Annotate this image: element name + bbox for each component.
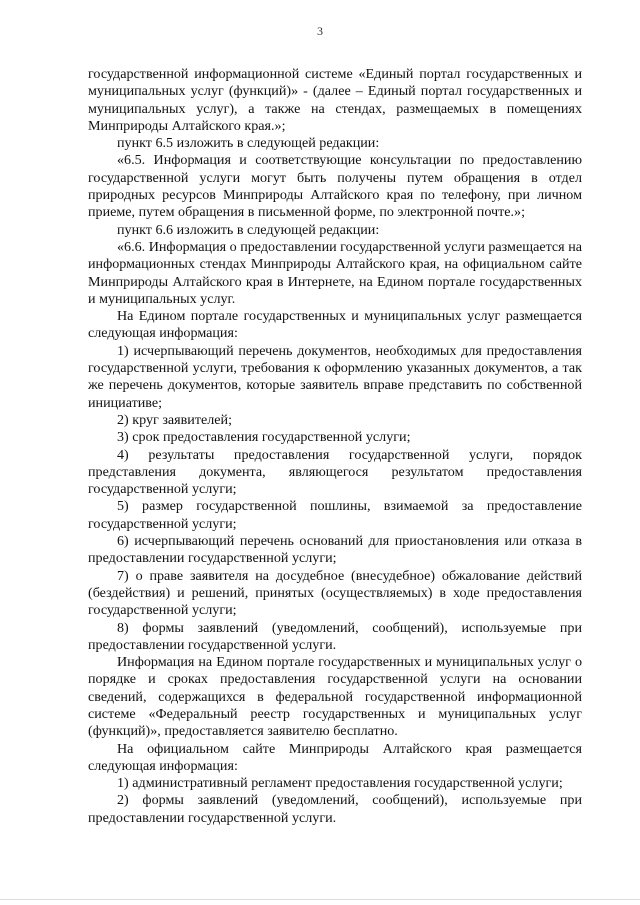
paragraph: На Едином портале государственных и муниципальных услуг размещается следующая информация: xyxy=(88,308,582,342)
paragraph: «6.6. Информация о предоставлении государственной услуги размещается на информационных стендах Минприроды Алтайского края, на официальном сайте Минприроды Алтайского края в Интернете, на Едином портале государственных и муниципальных услуг. xyxy=(88,238,582,307)
document-body xyxy=(88,66,582,827)
list-item: 2) формы заявлений (уведомлений, сообщений), используемые при предоставлении государственной услуги. xyxy=(88,792,582,826)
list-item: 4) результаты предоставления государственной услуги, порядок представления документа, являющегося результатом предоставления государственной услуги; xyxy=(88,446,582,498)
list-item: 5) размер государственной пошлины, взимаемой за предоставление государственной услуги; xyxy=(88,498,582,532)
paragraph: Информация на Едином портале государственных и муниципальных услуг о порядке и сроках предоставления государственной услуги на основании сведений, содержащихся в федеральной государственной информационной системе «Федеральный реестр государственных и муниципальных услуг (функций)», предоставляется заявителю бесплатно. xyxy=(88,654,582,740)
paragraph: пункт 6.6 изложить в следующей редакции: xyxy=(117,221,380,238)
page-number: 3 xyxy=(317,24,323,38)
list-item: 1) административный регламент предоставления государственной услуги; xyxy=(117,775,563,792)
paragraph: пункт 6.5 изложить в следующей редакции: xyxy=(117,135,380,152)
list-item: 7) о праве заявителя на досудебное (внесудебное) обжалование действий (бездействия) и решений, принятых (осуществляемых) в ходе предоставления государственной услуги; xyxy=(88,567,582,619)
scan-edge-line xyxy=(0,899,640,900)
list-item: 3) срок предоставления государственной услуги; xyxy=(117,429,411,446)
list-item: 1) исчерпывающий перечень документов, необходимых для предоставления государственной услуги, требования к оформлению указанных документов, а так же перечень документов, которые заявитель вправе представить по собственной инициативе; xyxy=(88,342,582,411)
list-item: 2) круг заявителей; xyxy=(117,411,232,428)
paragraph: государственной информационной системе «Единый портал государственных и муниципальных услуг (функций)» - (далее – Единый портал государственных и муниципальных услуг), а также на стендах, размещаемых в помещениях Минприроды Алтайского края.»; xyxy=(88,66,582,134)
paragraph: На официальном сайте Минприроды Алтайского края размещается следующая информация: xyxy=(88,740,582,774)
list-item: 6) исчерпывающий перечень оснований для приостановления или отказа в предоставлении государственной услуги; xyxy=(88,533,582,567)
list-item: 8) формы заявлений (уведомлений, сообщений), используемые при предоставлении государственной услуги. xyxy=(88,619,582,653)
paragraph: «6.5. Информация и соответствующие консультации по предоставлению государственной услуги могут быть получены путем обращения в отдел природных ресурсов Минприроды Алтайского края по телефону, при личном приеме, путем обращения в письменной форме, по электронной почте.»; xyxy=(88,152,582,221)
